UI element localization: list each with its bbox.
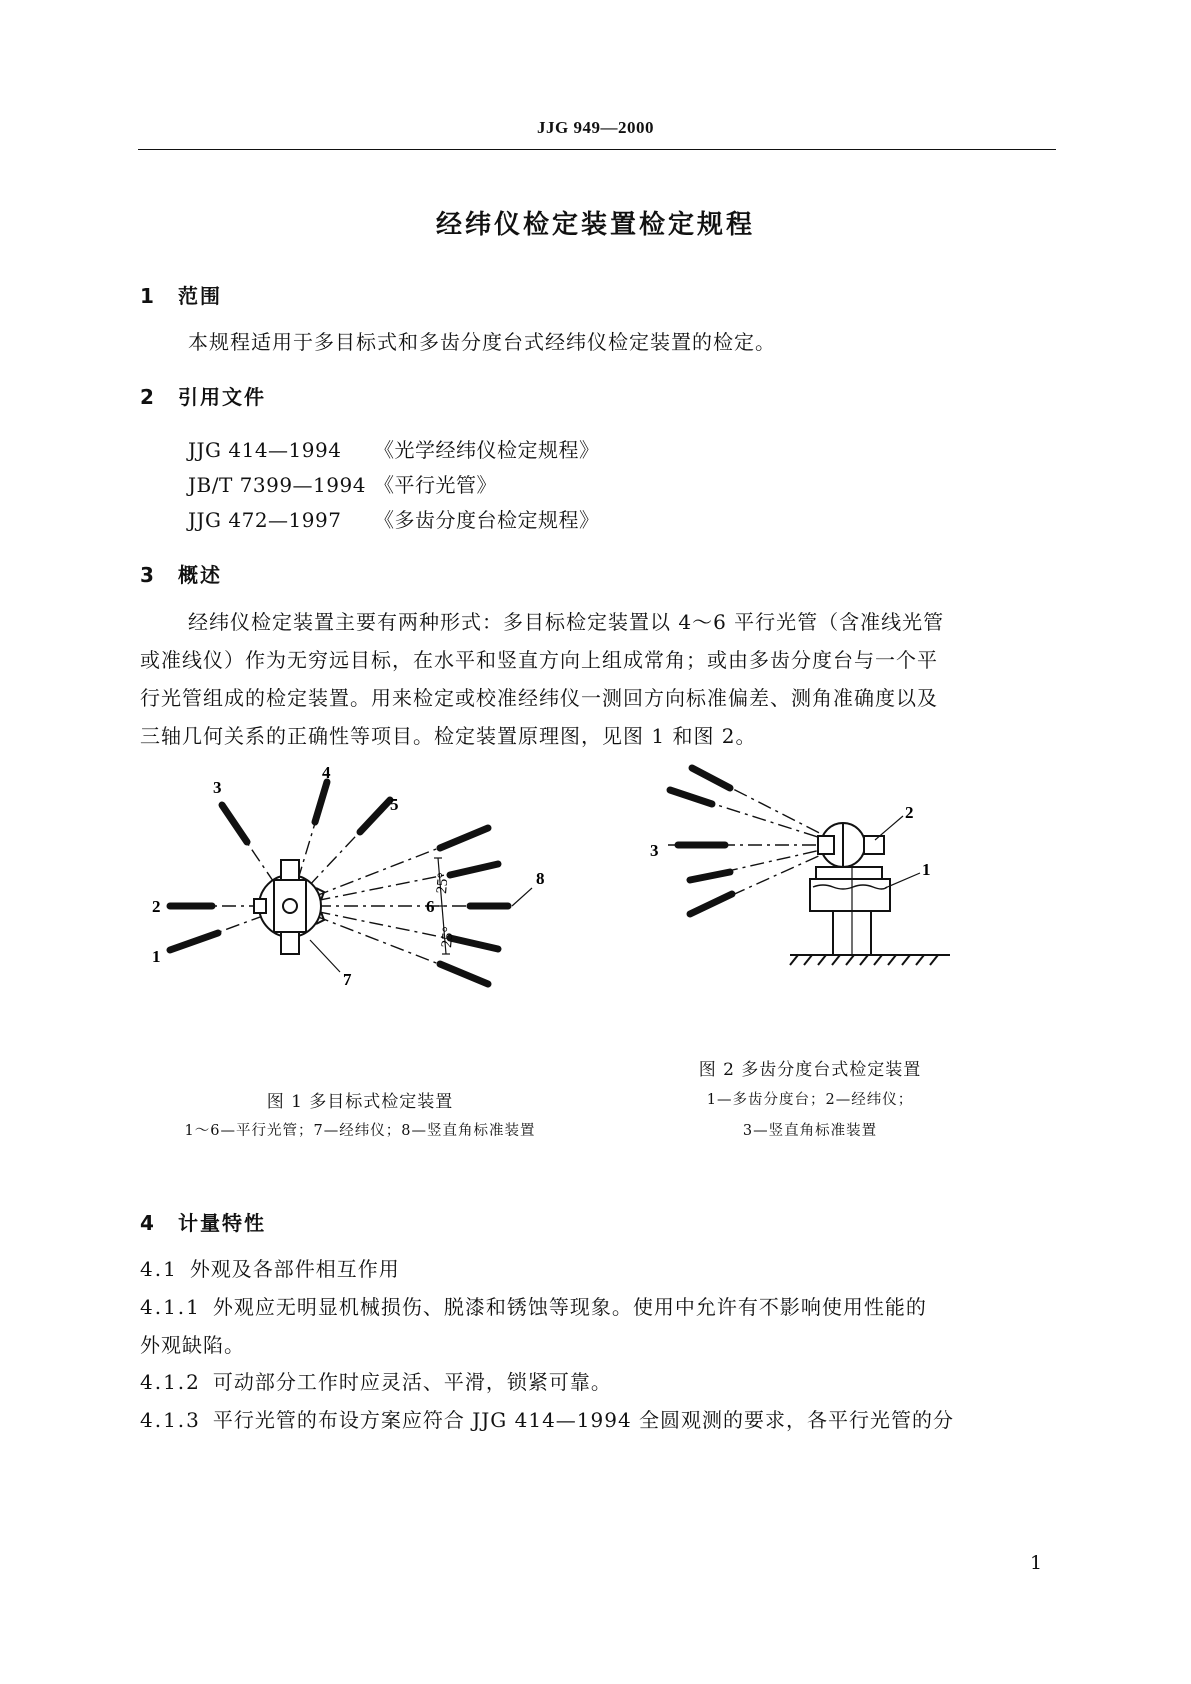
label-8: 8 — [536, 869, 545, 888]
sight-lines — [170, 790, 505, 982]
section-number: 1 — [140, 284, 156, 308]
clause-number: 4.1.1 — [140, 1295, 201, 1319]
reference-code: JJG 414—1994 — [188, 438, 342, 462]
figure-2-note-line-1: 1—多齿分度台；2—经纬仪； — [706, 1092, 914, 1108]
label-6: 6 — [426, 897, 435, 916]
collimator-tube — [690, 894, 732, 914]
clause-text: 可动部分工作时应灵活、平滑，锁紧可靠。 — [212, 1370, 612, 1394]
section-1-body: 本规程适用于多目标式和多齿分度台式经纬仪检定装置的检定。 — [188, 330, 776, 354]
collimator-tube — [360, 800, 390, 832]
collimator-tube — [440, 964, 488, 984]
label-3: 3 — [650, 841, 659, 860]
collimator-tube — [440, 828, 488, 848]
reference-name: 《平行光管》 — [374, 473, 497, 497]
clause-text: 平行光管的布设方案应符合 JJG 414—1994 全圆观测的要求，各平行光管的分 — [212, 1408, 955, 1432]
section-title: 计量特性 — [178, 1211, 266, 1235]
collimator-tube — [222, 805, 247, 842]
ground-base — [790, 955, 950, 965]
section-number: 3 — [140, 563, 156, 587]
figure-2-note-line-2: 3—竖直角标准装置 — [742, 1123, 878, 1139]
label-1: 1 — [152, 947, 161, 966]
clause-4-1-2 — [140, 1363, 1058, 1401]
section-4-heading — [140, 1207, 266, 1236]
reference-code: JJG 472—1997 — [188, 508, 342, 532]
collimator-tube — [450, 938, 498, 949]
page-number: 1 — [1030, 1552, 1043, 1574]
label-3: 3 — [213, 778, 222, 797]
label-4: 4 — [322, 763, 331, 782]
section-number: 2 — [140, 385, 156, 409]
reference-item — [188, 434, 600, 463]
header-rule — [138, 149, 1056, 150]
paragraph-line: 行光管组成的检定装置。用来检定或校准经纬仪一测回方向标准偏差、测角准确度以及 — [140, 686, 938, 710]
paragraph-line: 或准线仪）作为无穷远目标，在水平和竖直方向上组成常角；或由多齿分度台与一个平 — [140, 648, 938, 672]
document-code-header: JJG 949—2000 — [537, 118, 654, 137]
clause-4-1-1 — [140, 1288, 1058, 1364]
section-3-heading — [140, 559, 222, 588]
label-1: 1 — [922, 860, 931, 879]
clause-number: 4.1 — [140, 1257, 178, 1281]
clause-4-1-3 — [140, 1401, 1058, 1439]
label-2: 2 — [905, 803, 914, 822]
clause-number: 4.1.3 — [140, 1408, 201, 1432]
reference-item — [188, 504, 600, 533]
clause-4-1 — [140, 1250, 1058, 1288]
reference-name: 《光学经纬仪检定规程》 — [374, 438, 600, 462]
theodolite-2 — [818, 823, 884, 867]
section-number: 4 — [140, 1211, 156, 1235]
figure-2-caption: 图 2 多齿分度台式检定装置 — [698, 1060, 922, 1080]
collimator-tube — [315, 782, 327, 822]
collimator-tube — [690, 872, 730, 880]
clause-text: 外观应无明显机械损伤、脱漆和锈蚀等现象。使用中允许有不影响使用性能的 — [212, 1295, 927, 1319]
figure-2-diagram — [650, 760, 970, 990]
clause-text: 外观及各部件相互作用 — [189, 1257, 400, 1281]
clause-number: 4.1.2 — [140, 1370, 201, 1394]
figure-1-caption: 图 1 多目标式检定装置 — [266, 1092, 454, 1112]
section-3-body — [140, 603, 1058, 755]
reference-name: 《多齿分度台检定规程》 — [374, 508, 600, 532]
angle-label-lower: 25° — [439, 926, 457, 949]
collimator-tube — [170, 933, 218, 950]
angle-label-upper: 25° — [434, 872, 452, 895]
section-1-heading — [140, 280, 222, 309]
clause-continuation: 外观缺陷。 — [140, 1333, 245, 1357]
section-2-heading — [140, 381, 266, 410]
section-title: 范围 — [178, 284, 222, 308]
collimator-tube — [670, 790, 712, 804]
label-2: 2 — [152, 897, 161, 916]
theodolite-7 — [254, 860, 324, 954]
collimator-tubes — [670, 768, 732, 914]
figure-1-note: 1～6—平行光管；7—经纬仪；8—竖直角标准装置 — [184, 1123, 536, 1139]
label-5: 5 — [390, 795, 399, 814]
paragraph-line: 三轴几何关系的正确性等项目。检定装置原理图，见图 1 和图 2。 — [140, 724, 757, 748]
collimator-tube — [450, 864, 498, 875]
label-7: 7 — [343, 970, 352, 989]
reference-code: JB/T 7399—1994 — [188, 473, 366, 497]
collimator-tubes — [170, 782, 508, 984]
section-title: 概述 — [178, 563, 222, 587]
figure-1-diagram — [140, 760, 580, 1050]
paragraph-line: 经纬仪检定装置主要有两种形式：多目标检定装置以 4～6 平行光管（含准线光管 — [188, 610, 945, 634]
section-title: 引用文件 — [178, 385, 266, 409]
indexing-table-1 — [810, 867, 890, 955]
collimator-tube — [692, 768, 730, 788]
reference-item — [188, 469, 497, 498]
page-title: 经纬仪检定装置检定规程 — [435, 210, 755, 240]
